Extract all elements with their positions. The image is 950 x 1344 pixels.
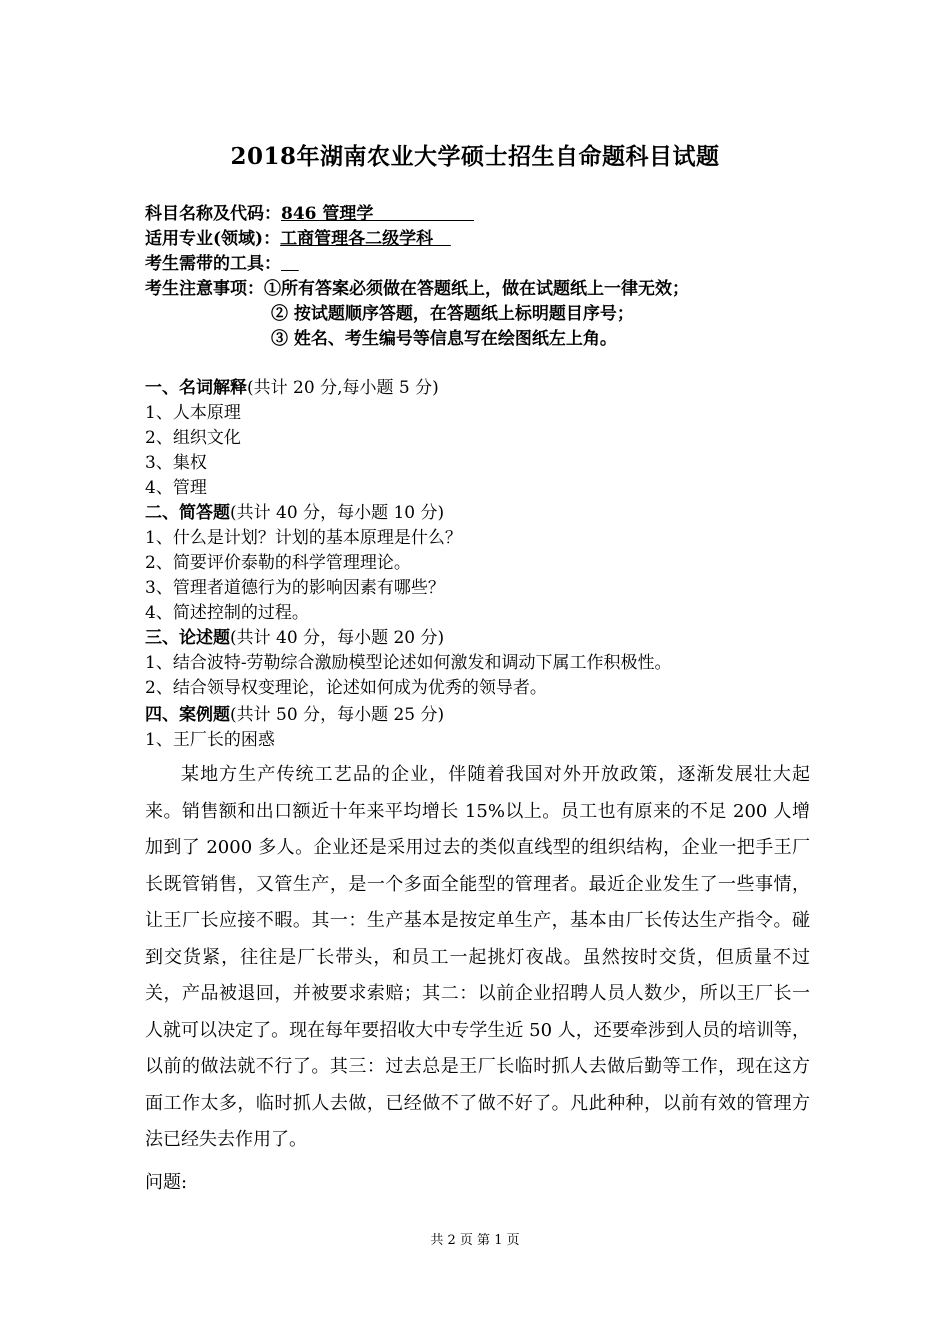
section-heading: 三、论述题(共计 40 分，每小题 20 分) — [145, 628, 445, 648]
list-item: 3、集权 — [145, 453, 207, 473]
major-row — [145, 227, 451, 251]
case-paragraph: 某地方生产传统工艺品的企业，伴随着我国对外开放政策，逐渐发展壮大起来。销售额和出口额近十年来平均增长 15%以上。员工也有原来的不足 200 人增加到了 2000 多人。企业还是采用过去的类似直线型的组织结构，企业一把手王厂长既管销售，又管生产，是一个多面全能型的管理者。最近企业发生了一些事情，让王厂长应接不暇。其一：生产基本是按定单生产，基本由厂长传达生产指令。碰到交货紧，往往是厂长带头，和员工一起挑灯夜战。虽然按时交货，但质量不过关，产品被退回，并被要求索赔；其二：以前企业招聘人员人数少，所以王厂长一人就可以决定了。现在每年要招收大中专学生近 50 人，还要牵涉到人员的培训等，以前的做法就不行了。其三：过去总是王厂长临时抓人去做后勤等工作，现在这方面工作太多，临时抓人去做，已经做不了做不好了。凡此种种，以前有效的管理方法已经失去作用了。 — [145, 764, 810, 1150]
list-item: 2、组织文化 — [145, 428, 241, 448]
section-heading: 一、名词解释(共计 20 分,每小题 5 分) — [145, 378, 439, 398]
list-item: 1、王厂长的困惑 — [145, 730, 275, 750]
list-item: 3、管理者道德行为的影响因素有哪些？ — [145, 578, 445, 598]
notes-row — [145, 277, 689, 301]
list-item: 4、简述控制的过程。 — [145, 603, 309, 623]
list-item: 2、简要评价泰勒的科学管理理论。 — [145, 553, 411, 573]
major-value: 工商管理各二级学科 — [280, 229, 434, 249]
list-item: 1、人本原理 — [145, 403, 241, 423]
list-item: 4、管理 — [145, 478, 207, 498]
subject-value: 846 管理学 — [281, 204, 374, 224]
subject-label: 科目名称及代码： — [145, 204, 281, 224]
subject-row — [145, 202, 474, 226]
tools-row — [145, 252, 299, 276]
note-1: ①所有答案必须做在答题纸上，做在试题纸上一律无效； — [264, 279, 689, 299]
list-item: 2、结合领导权变理论，论述如何成为优秀的领导者。 — [145, 678, 547, 698]
list-item: 1、什么是计划？计划的基本原理是什么？ — [145, 528, 462, 548]
section-heading: 四、案例题(共计 50 分，每小题 25 分) — [145, 705, 445, 725]
notes-label: 考生注意事项： — [145, 279, 264, 299]
tools-value — [281, 254, 299, 274]
note-3: ③ 姓名、考生编号等信息写在绘图纸左上角。 — [271, 329, 617, 349]
note-2: ② 按试题顺序答题，在答题纸上标明题目序号； — [271, 304, 634, 324]
major-label: 适用专业(领域)： — [145, 229, 281, 249]
question-label: 问题: — [145, 1172, 188, 1193]
tools-label: 考生需带的工具： — [145, 254, 281, 274]
section-heading: 二、简答题(共计 40 分，每小题 10 分) — [145, 503, 445, 523]
page-title: 2018年湖南农业大学硕士招生自命题科目试题 — [230, 143, 720, 170]
page-footer: 共 2 页 第 1 页 — [430, 1233, 520, 1248]
list-item: 1、结合波特-劳勒综合激励模型论述如何激发和调动下属工作积极性。 — [145, 653, 672, 673]
